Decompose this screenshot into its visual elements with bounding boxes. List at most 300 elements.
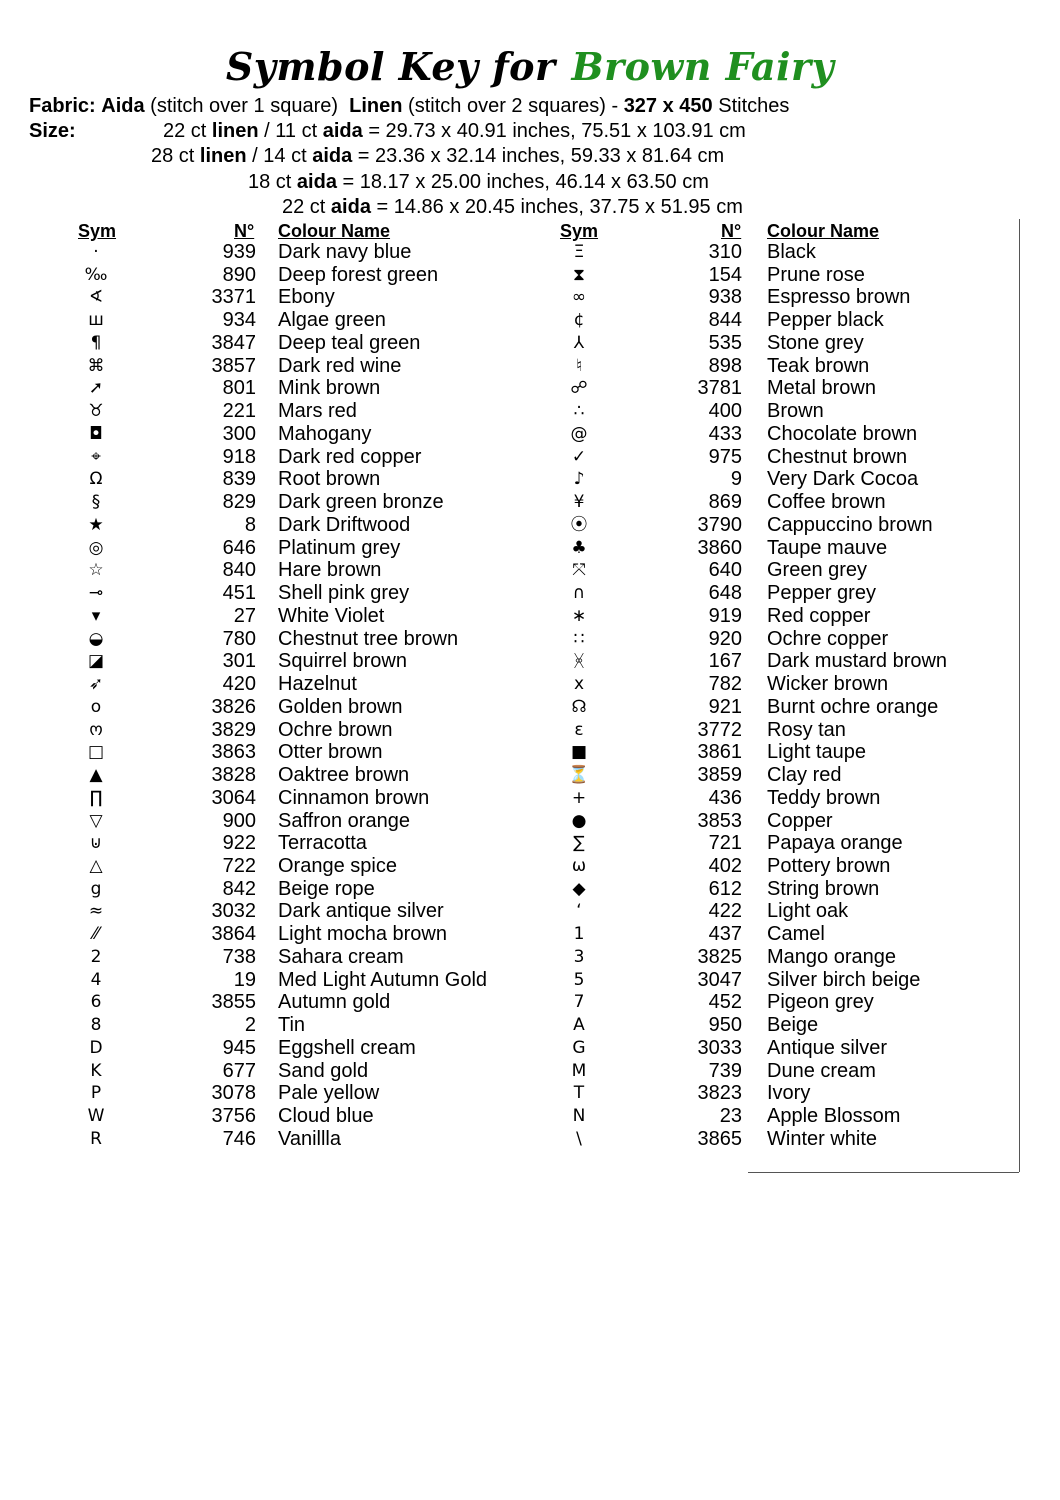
symbol-glyph: ◪ <box>87 651 105 672</box>
symbol-glyph: ➚ <box>88 378 104 399</box>
thread-number: 839 <box>222 468 256 491</box>
colour-name: Cinnamon brown <box>278 786 430 809</box>
thread-number: 612 <box>708 877 742 900</box>
symbol-glyph: ᚸ <box>573 651 585 672</box>
table-row <box>0 923 1060 946</box>
symbol-glyph: M <box>571 1060 587 1081</box>
thread-number: 738 <box>222 945 256 968</box>
symbol-glyph: ¶ <box>90 332 102 353</box>
symbol-glyph: ♉ <box>88 401 104 422</box>
symbol-glyph: ◘ <box>89 423 103 444</box>
colour-name: Dark red copper <box>278 445 422 468</box>
colour-name: Espresso brown <box>767 286 911 309</box>
thread-number: 3823 <box>697 1082 742 1105</box>
thread-number: 3772 <box>697 718 742 741</box>
size-dims: = 29.73 x 40.91 inches, 75.51 x 103.91 cm <box>368 120 746 142</box>
colour-name: Copper <box>767 809 833 832</box>
thread-number: 975 <box>708 445 742 468</box>
symbol-glyph: 5 <box>573 969 585 990</box>
colour-name: Coffee brown <box>767 491 886 514</box>
thread-number: 3781 <box>697 377 742 400</box>
table-row <box>0 1014 1060 1037</box>
colour-name: Dune cream <box>767 1059 876 1082</box>
colour-name: String brown <box>767 877 880 900</box>
table-row <box>0 810 1060 833</box>
title-prefix: Symbol Key for <box>225 44 556 89</box>
thread-number: 640 <box>708 559 742 582</box>
colour-name: Rosy tan <box>767 718 846 741</box>
symbol-glyph: ● <box>571 810 587 831</box>
colour-name: Metal brown <box>767 377 876 400</box>
size-fabric: aida <box>296 171 337 193</box>
thread-number: 934 <box>222 309 256 332</box>
symbol-glyph: □ <box>87 742 105 763</box>
size-line-4 <box>282 195 743 219</box>
header-sym-left: Sym <box>78 221 117 241</box>
colour-name: Stone grey <box>767 331 864 354</box>
colour-name: Apple Blossom <box>767 1105 901 1128</box>
thread-number: 301 <box>222 650 256 673</box>
colour-name: Shell pink grey <box>278 582 410 605</box>
colour-name: Tin <box>278 1014 306 1037</box>
size-line-3 <box>248 170 709 194</box>
thread-number: 780 <box>222 627 256 650</box>
header-name-right: Colour Name <box>767 221 880 241</box>
colour-name: Taupe mauve <box>767 536 888 559</box>
thread-number: 840 <box>222 559 256 582</box>
stitch-count: 327 x 450 <box>623 95 713 117</box>
thread-number: 842 <box>222 877 256 900</box>
colour-name: Pottery brown <box>767 854 891 877</box>
thread-number: 310 <box>708 241 742 263</box>
colour-name: Antique silver <box>767 1036 888 1059</box>
symbol-glyph: @ <box>570 423 588 444</box>
symbol-glyph: ⏳ <box>568 765 590 786</box>
thread-number: 746 <box>222 1127 256 1150</box>
header-num-right: N° <box>721 221 742 241</box>
colour-name: Mars red <box>278 400 357 423</box>
thread-number: 451 <box>222 582 256 605</box>
table-row <box>0 878 1060 901</box>
colour-name: Brown <box>767 400 824 423</box>
symbol-glyph: · <box>93 242 99 262</box>
thread-number: 646 <box>222 536 256 559</box>
symbol-glyph: ∷ <box>573 628 585 649</box>
colour-name: Mango orange <box>767 945 896 968</box>
size-line-1 <box>163 119 746 143</box>
thread-number: 3861 <box>697 741 742 764</box>
symbol-glyph: ო <box>89 719 103 740</box>
colour-name: Chocolate brown <box>767 422 918 445</box>
page-title <box>0 44 1060 89</box>
size-ct: 18 ct <box>248 171 292 193</box>
colour-name: Cloud blue <box>278 1105 374 1128</box>
colour-name: Camel <box>767 923 825 946</box>
thread-number: 918 <box>222 445 256 468</box>
symbol-glyph: 7 <box>573 992 585 1013</box>
colour-name: Clay red <box>767 764 842 787</box>
colour-name: Autumn gold <box>278 991 391 1014</box>
size-line-2 <box>151 144 724 168</box>
symbol-glyph: A <box>573 1015 585 1036</box>
table-row <box>0 286 1060 309</box>
colour-name: Light taupe <box>767 741 866 764</box>
table-row <box>0 468 1060 491</box>
thread-number: 920 <box>708 627 742 650</box>
colour-name: Algae green <box>278 309 386 332</box>
table-row <box>0 764 1060 787</box>
table-row <box>0 855 1060 878</box>
size-ct: 22 ct <box>163 120 207 142</box>
table-row <box>0 832 1060 855</box>
thread-number: 919 <box>708 604 742 627</box>
table-row <box>0 628 1060 651</box>
symbol-glyph: ⅄ <box>573 332 585 353</box>
symbol-glyph: ⊍ <box>89 833 103 854</box>
thread-number: 3847 <box>211 331 256 354</box>
table-row <box>0 719 1060 742</box>
colour-name: Beige rope <box>278 877 375 900</box>
table-row <box>0 264 1060 287</box>
table-row <box>0 241 1060 264</box>
table-row <box>0 1128 1060 1151</box>
thread-number: 402 <box>708 854 742 877</box>
fabric-linen: Linen <box>349 95 403 117</box>
symbol-glyph: g <box>90 878 102 899</box>
symbol-glyph: \ <box>576 1128 582 1149</box>
table-row <box>0 377 1060 400</box>
symbol-glyph: ⁄⁄ <box>93 924 99 945</box>
symbol-glyph: N <box>572 1106 586 1127</box>
table-row <box>0 787 1060 810</box>
symbol-glyph: 4 <box>90 969 102 990</box>
thread-number: 938 <box>708 286 742 309</box>
thread-number: 3033 <box>697 1036 742 1059</box>
thread-number: 3855 <box>211 991 256 1014</box>
thread-number: 3857 <box>211 354 256 377</box>
symbol-glyph: 8 <box>90 1015 102 1036</box>
thread-number: 739 <box>708 1059 742 1082</box>
table-row <box>0 446 1060 469</box>
thread-number: 922 <box>222 832 256 855</box>
thread-number: 3047 <box>697 968 742 991</box>
thread-number: 677 <box>222 1059 256 1082</box>
thread-number: 433 <box>708 422 742 445</box>
thread-number: 844 <box>708 309 742 332</box>
thread-number: 154 <box>708 263 742 286</box>
colour-name: Chestnut tree brown <box>278 627 459 650</box>
fabric-line <box>29 94 789 118</box>
colour-name: Black <box>767 241 816 263</box>
colour-name: Beige <box>767 1014 819 1037</box>
symbol-glyph: ∩ <box>572 583 586 604</box>
thread-number: 23 <box>719 1105 742 1128</box>
colour-name: Mahogany <box>278 422 372 445</box>
symbol-glyph: ∗ <box>571 605 587 626</box>
table-row <box>0 969 1060 992</box>
symbol-glyph: ◆ <box>572 878 586 899</box>
symbol-glyph: Ξ <box>573 242 585 262</box>
size-ct: 22 ct <box>282 196 326 218</box>
table-row <box>0 491 1060 514</box>
colour-name: Eggshell cream <box>278 1036 416 1059</box>
table-row <box>0 673 1060 696</box>
symbol-glyph: R <box>90 1128 102 1149</box>
size-dims: = 14.86 x 20.45 inches, 37.75 x 51.95 cm <box>376 196 743 218</box>
symbol-glyph: ∴ <box>573 401 585 422</box>
thread-number: 801 <box>222 377 256 400</box>
colour-name: Prune rose <box>767 263 865 286</box>
table-row <box>0 605 1060 628</box>
thread-number: 950 <box>708 1014 742 1037</box>
thread-number: 890 <box>222 263 256 286</box>
thread-number: 3860 <box>697 536 742 559</box>
thread-number: 9 <box>730 468 742 491</box>
colour-name: Terracotta <box>278 832 367 855</box>
colour-name: Ebony <box>278 286 335 309</box>
table-row <box>0 991 1060 1014</box>
symbol-glyph: ¥ <box>573 492 585 513</box>
thread-number: 3790 <box>697 513 742 536</box>
colour-name: Cappuccino brown <box>767 513 933 536</box>
colour-name: Dark navy blue <box>278 241 412 263</box>
thread-number: 3371 <box>211 286 256 309</box>
symbol-glyph: ⌘ <box>87 355 105 376</box>
colour-name: Green grey <box>767 559 868 582</box>
symbol-glyph: ▲ <box>89 765 103 786</box>
symbol-glyph: ☊ <box>571 696 587 717</box>
fabric-aida-note: (stitch over 1 square) <box>150 95 339 117</box>
colour-name: Ochre copper <box>767 627 889 650</box>
thread-number: 3859 <box>697 764 742 787</box>
thread-number: 221 <box>222 400 256 423</box>
size-ct: 28 ct <box>151 145 195 167</box>
symbol-glyph: ∞ <box>571 287 587 308</box>
symbol-glyph: W <box>87 1106 105 1127</box>
symbol-glyph: K <box>90 1060 102 1081</box>
colour-name: Teak brown <box>767 354 870 377</box>
table-row <box>0 309 1060 332</box>
thread-number: 3826 <box>211 695 256 718</box>
colour-name: Chestnut brown <box>767 445 908 468</box>
table-row <box>0 537 1060 560</box>
colour-name: Papaya orange <box>767 832 903 855</box>
symbol-glyph: § <box>91 492 101 513</box>
table-bottom-border <box>748 1172 1019 1173</box>
colour-name: Winter white <box>767 1127 878 1150</box>
symbol-glyph: ♣ <box>571 537 587 558</box>
thread-number: 19 <box>233 968 256 991</box>
thread-number: 782 <box>708 673 742 696</box>
symbol-glyph: ♪ <box>573 469 585 490</box>
thread-number: 422 <box>708 900 742 923</box>
table-row <box>0 514 1060 537</box>
colour-name: Squirrel brown <box>278 650 407 673</box>
symbol-glyph: G <box>572 1037 586 1058</box>
symbol-glyph: ε <box>574 719 584 740</box>
fabric-linen-note: (stitch over 2 squares) - <box>408 95 619 117</box>
symbol-glyph: P <box>90 1083 102 1104</box>
colour-name: Light mocha brown <box>278 923 447 946</box>
thread-number: 3825 <box>697 945 742 968</box>
colour-name: Dark antique silver <box>278 900 444 923</box>
thread-number: 452 <box>708 991 742 1014</box>
thread-number: 3829 <box>211 718 256 741</box>
thread-number: 3064 <box>211 786 256 809</box>
thread-number: 722 <box>222 854 256 877</box>
symbol-glyph: ∏ <box>89 787 103 808</box>
thread-number: 829 <box>222 491 256 514</box>
colour-name: White Violet <box>278 604 385 627</box>
colour-name: Light oak <box>767 900 849 923</box>
colour-name: Very Dark Cocoa <box>767 468 919 491</box>
table-row <box>0 696 1060 719</box>
symbol-glyph: + <box>571 787 587 808</box>
thread-number: 27 <box>233 604 256 627</box>
table-row <box>0 741 1060 764</box>
stitches-word: Stitches <box>718 95 790 117</box>
symbol-glyph: ¢ <box>573 310 585 331</box>
thread-number: 3756 <box>211 1105 256 1128</box>
colour-name: Burnt ochre orange <box>767 695 939 718</box>
size-sep: / 14 ct <box>252 145 307 167</box>
colour-name: Sand gold <box>278 1059 369 1082</box>
size-dims: = 18.17 x 25.00 inches, 46.14 x 63.50 cm <box>342 171 709 193</box>
table-row <box>0 1060 1060 1083</box>
thread-number: 300 <box>222 422 256 445</box>
thread-number: 3864 <box>211 923 256 946</box>
symbol-glyph: ш <box>88 310 104 331</box>
colour-name: Dark red wine <box>278 354 402 377</box>
thread-number: 3853 <box>697 809 742 832</box>
colour-name: Otter brown <box>278 741 383 764</box>
colour-name: Ochre brown <box>278 718 393 741</box>
symbol-glyph: ∑ <box>573 833 585 854</box>
thread-number: 648 <box>708 582 742 605</box>
thread-number: 3078 <box>211 1082 256 1105</box>
colour-name: Deep teal green <box>278 331 421 354</box>
colour-name: Pigeon grey <box>767 991 874 1014</box>
symbol-glyph: ▾ <box>91 605 101 626</box>
colour-name: Platinum grey <box>278 536 401 559</box>
table-row <box>0 900 1060 923</box>
colour-name: Wicker brown <box>767 673 889 696</box>
symbol-glyph: ☆ <box>88 560 104 581</box>
size-fabric: aida <box>322 120 363 142</box>
thread-number: 3828 <box>211 764 256 787</box>
symbol-glyph: ▽ <box>89 810 103 831</box>
colour-name: Ivory <box>767 1082 811 1105</box>
symbol-glyph: ➶ <box>88 674 104 695</box>
fabric-label: Fabric: <box>29 95 96 117</box>
colour-name: Dark mustard brown <box>767 650 948 673</box>
symbol-glyph: ■ <box>570 742 588 763</box>
colour-name: Golden brown <box>278 695 403 718</box>
symbol-glyph: ★ <box>88 514 104 535</box>
colour-name: Hazelnut <box>278 673 357 696</box>
thread-number: 921 <box>708 695 742 718</box>
colour-name: Mink brown <box>278 377 381 400</box>
thread-number: 900 <box>222 809 256 832</box>
colour-name: Silver birch beige <box>767 968 921 991</box>
colour-name: Pale yellow <box>278 1082 380 1105</box>
size-label <box>29 119 76 143</box>
symbol-glyph: 6 <box>90 992 102 1013</box>
table-row <box>0 559 1060 582</box>
table-row <box>0 400 1060 423</box>
colour-name: Sahara cream <box>278 945 404 968</box>
thread-number: 721 <box>708 832 742 855</box>
colour-name: Saffron orange <box>278 809 410 832</box>
table-row <box>0 423 1060 446</box>
symbol-glyph: ◎ <box>88 537 104 558</box>
thread-number: 945 <box>222 1036 256 1059</box>
symbol-glyph: o <box>90 696 102 717</box>
symbol-glyph: ⤧ <box>572 560 586 581</box>
symbol-glyph: ⧗ <box>573 264 585 285</box>
symbol-glyph: Ω <box>89 469 103 490</box>
thread-number: 400 <box>708 400 742 423</box>
colour-name: Teddy brown <box>767 786 881 809</box>
size-fabric: linen <box>199 145 247 167</box>
symbol-glyph: 3 <box>573 946 585 967</box>
colour-name: Hare brown <box>278 559 382 582</box>
design-name: Brown Fairy <box>571 44 835 89</box>
colour-name: Pepper grey <box>767 582 876 605</box>
thread-number: 3865 <box>697 1127 742 1150</box>
header-sym-right: Sym <box>560 221 599 241</box>
size-fabric: aida <box>330 196 371 218</box>
table-row <box>0 355 1060 378</box>
header-name-left: Colour Name <box>278 221 391 241</box>
colour-name: Red copper <box>767 604 871 627</box>
size-fabric: aida <box>312 145 353 167</box>
symbol-glyph: T <box>573 1083 585 1104</box>
symbol-glyph: ♮ <box>575 355 583 376</box>
table-row <box>0 582 1060 605</box>
symbol-glyph: x <box>573 674 585 695</box>
thread-number: 436 <box>708 786 742 809</box>
symbol-glyph: ω <box>571 855 587 876</box>
colour-name: Med Light Autumn Gold <box>278 968 488 991</box>
colour-name: Dark green bronze <box>278 491 444 514</box>
thread-number: 2 <box>244 1014 256 1037</box>
thread-number: 898 <box>708 354 742 377</box>
symbol-glyph: ∢ <box>88 287 104 308</box>
thread-number: 437 <box>708 923 742 946</box>
colour-name: Deep forest green <box>278 263 439 286</box>
thread-number: 869 <box>708 491 742 514</box>
size-sep: / 11 ct <box>264 120 318 142</box>
colour-name: Pepper black <box>767 309 884 332</box>
size-label-text: Size: <box>29 120 76 142</box>
thread-number: 3863 <box>211 741 256 764</box>
colour-name: Oaktree brown <box>278 764 410 787</box>
colour-name: Root brown <box>278 468 381 491</box>
thread-number: 3032 <box>211 900 256 923</box>
symbol-glyph: ‘ <box>576 901 582 922</box>
size-dims: = 23.36 x 32.14 inches, 59.33 x 81.64 cm <box>357 145 725 167</box>
fabric-aida: Aida <box>101 95 145 117</box>
symbol-glyph: ⌖ <box>91 446 101 467</box>
colour-name: Vanillla <box>278 1127 341 1150</box>
symbol-glyph: ≈ <box>88 901 104 922</box>
thread-number: 167 <box>708 650 742 673</box>
symbol-glyph: ‰ <box>84 264 108 285</box>
table-row <box>0 650 1060 673</box>
thread-number: 535 <box>708 331 742 354</box>
thread-number: 939 <box>222 241 256 263</box>
